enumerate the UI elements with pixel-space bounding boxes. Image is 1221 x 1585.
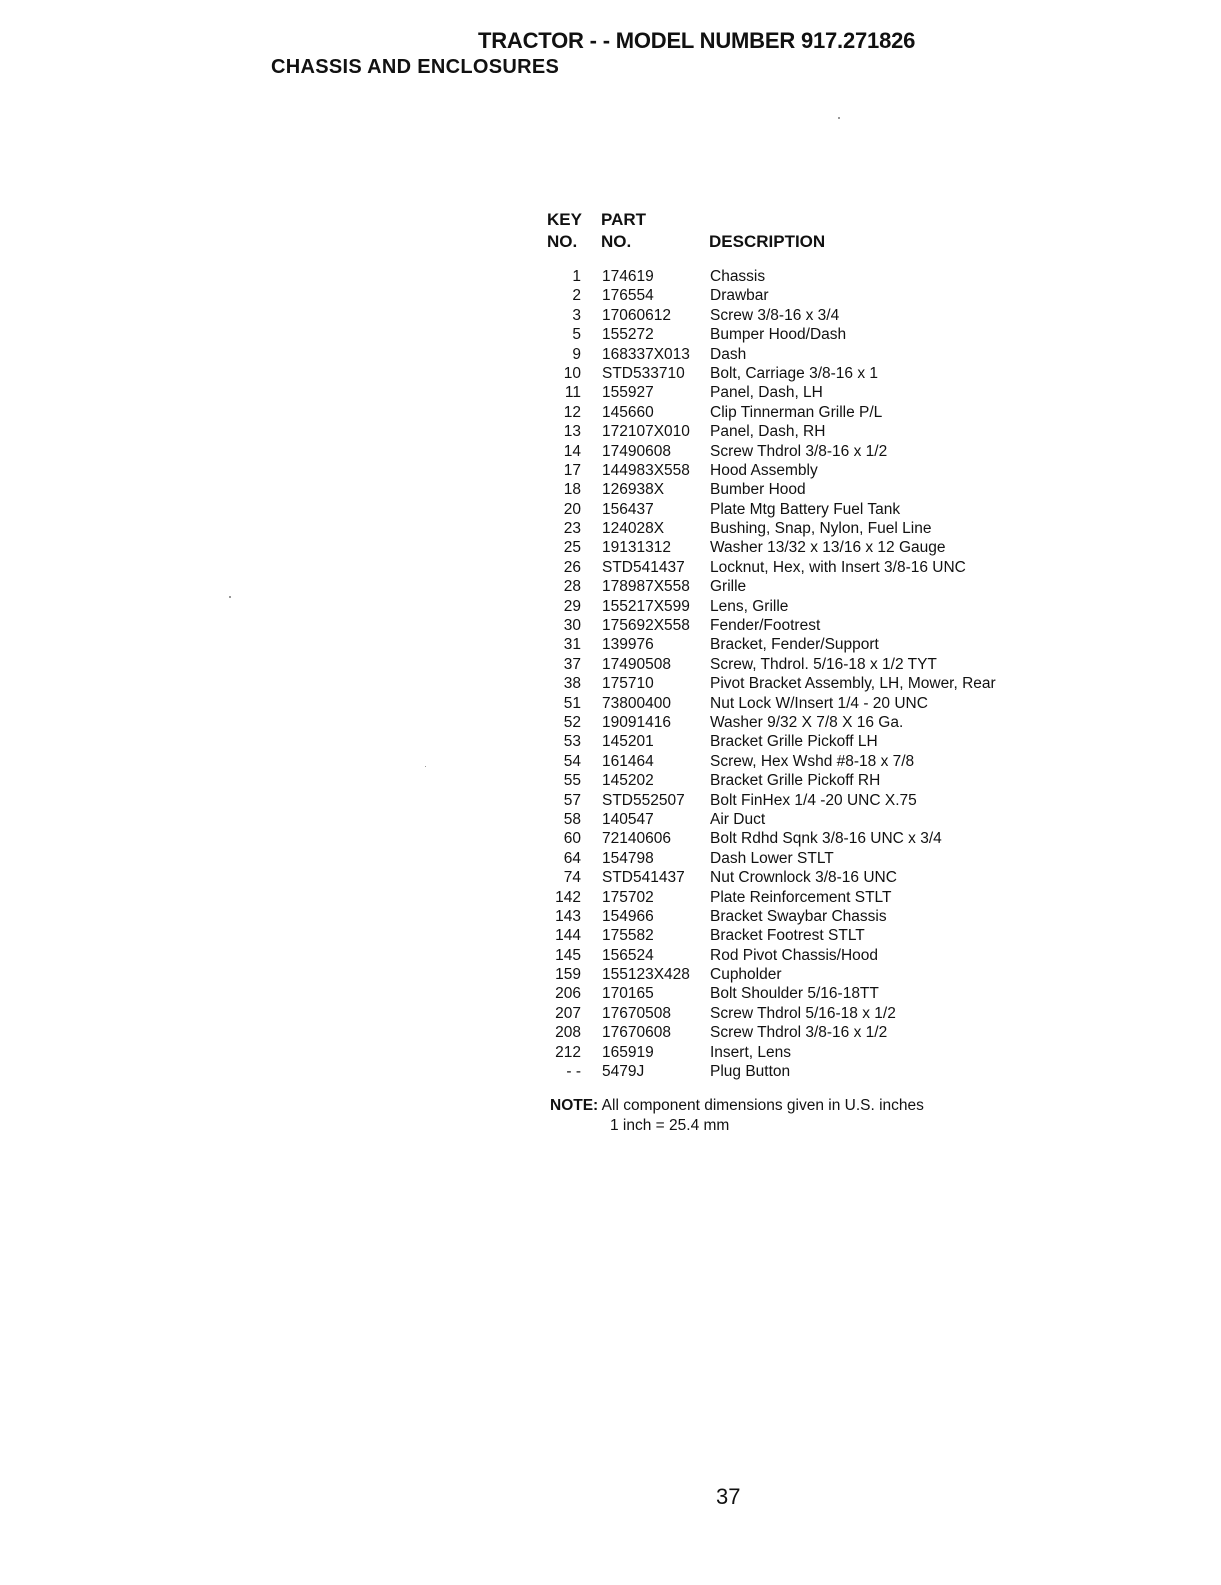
table-row (547, 830, 1067, 849)
table-row (547, 617, 1067, 636)
table-row (547, 423, 1067, 442)
parts-table (547, 208, 1067, 1082)
table-row (547, 598, 1067, 617)
key-number: 13 (563, 423, 581, 441)
part-number: 139976 (602, 636, 654, 654)
col-part-header-line1: PART (601, 210, 647, 229)
table-row (547, 869, 1067, 888)
key-number: 55 (563, 772, 581, 790)
key-number: 74 (563, 869, 581, 887)
part-description: Bracket Grille Pickoff RH (710, 772, 881, 790)
scan-speck (425, 766, 426, 767)
table-row (547, 714, 1067, 733)
part-description: Screw Thdrol 3/8-16 x 1/2 (710, 1024, 888, 1042)
table-row (547, 927, 1067, 946)
table-row (547, 1024, 1067, 1043)
part-description: Screw 3/8-16 x 3/4 (710, 306, 840, 324)
key-number: 206 (555, 985, 581, 1003)
table-row (547, 404, 1067, 423)
table-row (547, 850, 1067, 869)
part-number: 145660 (602, 403, 654, 421)
part-description: Rod Pivot Chassis/Hood (710, 946, 878, 964)
key-number: 58 (563, 810, 581, 828)
note-line2: 1 inch = 25.4 mm (610, 1117, 730, 1134)
part-number: 175582 (602, 927, 654, 945)
key-number: 10 (563, 364, 581, 382)
part-number: 176554 (602, 287, 654, 305)
part-number: 154798 (602, 849, 654, 867)
part-description: Plate Mtg Battery Fuel Tank (710, 500, 901, 518)
scan-speck (838, 117, 840, 119)
part-description: Washer 13/32 x 13/16 x 12 Gauge (710, 539, 946, 557)
key-number: - - (566, 1063, 581, 1081)
part-number: 72140606 (602, 830, 671, 848)
part-number: STD541437 (602, 869, 685, 887)
key-number: 64 (563, 849, 581, 867)
table-row (547, 326, 1067, 345)
part-description: Bolt Rdhd Sqnk 3/8-16 UNC x 3/4 (710, 830, 942, 848)
section-title: CHASSIS AND ENCLOSURES (271, 56, 560, 78)
part-number: 172107X010 (602, 423, 690, 441)
part-description: Air Duct (710, 810, 766, 828)
part-description: Bracket Grille Pickoff LH (710, 733, 878, 751)
part-number: 170165 (602, 985, 654, 1003)
part-number: 168337X013 (602, 345, 690, 363)
part-number: 5479J (602, 1063, 645, 1081)
part-description: Screw, Thdrol. 5/16-18 x 1/2 TYT (710, 655, 937, 673)
part-description: Bolt, Carriage 3/8-16 x 1 (710, 364, 879, 382)
table-row (547, 365, 1067, 384)
key-number: 3 (572, 306, 581, 324)
table-row (547, 733, 1067, 752)
part-description: Lens, Grille (710, 597, 789, 615)
table-row (547, 772, 1067, 791)
key-number: 144 (555, 927, 581, 945)
part-description: Bushing, Snap, Nylon, Fuel Line (710, 520, 932, 538)
part-number: 19091416 (602, 713, 671, 731)
part-number: 175692X558 (602, 617, 690, 635)
part-description: Panel, Dash, LH (710, 384, 823, 402)
page-number: 37 (716, 1484, 741, 1509)
part-description: Hood Assembly (710, 461, 818, 479)
key-number: 9 (572, 345, 581, 363)
key-number: 25 (563, 539, 581, 557)
col-key-header-line2: NO. (547, 232, 578, 251)
key-number: 37 (563, 655, 581, 673)
key-number: 159 (555, 966, 581, 984)
table-row (547, 1044, 1067, 1063)
part-number: STD541437 (602, 558, 685, 576)
table-row (547, 695, 1067, 714)
key-number: 51 (563, 694, 581, 712)
key-number: 212 (555, 1043, 581, 1061)
key-number: 2 (572, 287, 581, 305)
table-row (547, 346, 1067, 365)
table-row (547, 520, 1067, 539)
key-number: 60 (563, 830, 581, 848)
key-number: 143 (555, 907, 581, 925)
part-number: 165919 (602, 1043, 654, 1061)
part-description: Dash (710, 345, 747, 363)
part-description: Pivot Bracket Assembly, LH, Mower, Rear (710, 675, 996, 693)
part-description: Fender/Footrest (710, 617, 821, 635)
part-number: 161464 (602, 752, 654, 770)
part-number: 124028X (602, 520, 665, 538)
part-description: Bracket, Fender/Support (710, 636, 879, 654)
key-number: 57 (563, 791, 581, 809)
col-description-header: DESCRIPTION (709, 232, 826, 251)
table-row (547, 675, 1067, 694)
key-number: 28 (563, 578, 581, 596)
key-number: 5 (572, 326, 581, 344)
key-number: 52 (563, 713, 581, 731)
part-number: 145201 (602, 733, 654, 751)
part-number: 155123X428 (602, 966, 690, 984)
table-row (547, 811, 1067, 830)
key-number: 14 (563, 442, 581, 460)
table-row (547, 656, 1067, 675)
note-line1: All component dimensions given in U.S. inches (601, 1097, 924, 1114)
col-key-header-line1: KEY (547, 210, 582, 229)
part-number: STD533710 (602, 364, 685, 382)
key-number: 23 (563, 520, 581, 538)
part-number: 17060612 (602, 306, 671, 324)
key-number: 1 (572, 268, 581, 285)
table-row (547, 287, 1067, 306)
key-number: 29 (563, 597, 581, 615)
table-row (547, 268, 1067, 287)
part-description: Bracket Footrest STLT (710, 927, 865, 945)
part-number: 17670508 (602, 1004, 671, 1022)
part-number: 154966 (602, 907, 654, 925)
part-description: Washer 9/32 X 7/8 X 16 Ga. (710, 713, 904, 731)
part-number: 155927 (602, 384, 654, 402)
part-description: Cupholder (710, 966, 782, 984)
part-description: Bumper Hood/Dash (710, 326, 847, 344)
table-row (547, 539, 1067, 558)
part-description: Insert, Lens (710, 1043, 791, 1061)
part-number: 17490508 (602, 655, 671, 673)
part-number: 175710 (602, 675, 654, 693)
key-number: 208 (555, 1024, 581, 1042)
table-row (547, 985, 1067, 1004)
part-number: 17490608 (602, 442, 671, 460)
table-row (547, 1063, 1067, 1082)
table-row (547, 481, 1067, 500)
key-number: 31 (563, 636, 581, 654)
key-number: 145 (555, 946, 581, 964)
part-description: Nut Crownlock 3/8-16 UNC (710, 869, 897, 887)
note-label: NOTE: (550, 1097, 599, 1114)
table-row (547, 443, 1067, 462)
part-number: STD552507 (602, 791, 685, 809)
part-description: Dash Lower STLT (710, 849, 834, 867)
table-row (547, 966, 1067, 985)
part-description: Bolt FinHex 1/4 -20 UNC X.75 (710, 791, 917, 809)
key-number: 30 (563, 617, 581, 635)
key-number: 17 (563, 461, 581, 479)
table-row (547, 384, 1067, 403)
table-row (547, 1005, 1067, 1024)
part-description: Clip Tinnerman Grille P/L (710, 403, 883, 421)
scan-speck (229, 596, 231, 598)
part-description: Drawbar (710, 287, 769, 305)
table-row (547, 578, 1067, 597)
key-number: 20 (563, 500, 581, 518)
key-number: 207 (555, 1004, 581, 1022)
table-row (547, 947, 1067, 966)
table-row (547, 501, 1067, 520)
table-row (547, 908, 1067, 927)
col-part-header-line2: NO. (601, 232, 632, 251)
note (550, 1097, 924, 1115)
key-number: 54 (563, 752, 581, 770)
part-number: 156437 (602, 500, 654, 518)
part-description: Panel, Dash, RH (710, 423, 826, 441)
key-number: 38 (563, 675, 581, 693)
table-row (547, 636, 1067, 655)
key-number: 26 (563, 558, 581, 576)
parts-table-body (547, 268, 1067, 1082)
table-row (547, 462, 1067, 481)
part-description: Nut Lock W/Insert 1/4 - 20 UNC (710, 694, 928, 712)
part-description: Plate Reinforcement STLT (710, 888, 892, 906)
table-row (547, 753, 1067, 772)
part-description: Bolt Shoulder 5/16-18TT (710, 985, 879, 1003)
table-row (547, 792, 1067, 811)
part-number: 178987X558 (602, 578, 690, 596)
part-description: Locknut, Hex, with Insert 3/8-16 UNC (710, 558, 966, 576)
part-description: Screw Thdrol 5/16-18 x 1/2 (710, 1004, 896, 1022)
part-description: Screw, Hex Wshd #8-18 x 7/8 (710, 752, 915, 770)
part-number: 126938X (602, 481, 665, 499)
table-row (547, 889, 1067, 908)
parts-table-header (547, 208, 1067, 268)
part-description: Screw Thdrol 3/8-16 x 1/2 (710, 442, 888, 460)
part-number: 17670608 (602, 1024, 671, 1042)
page-title: TRACTOR - - MODEL NUMBER 917.271826 (478, 28, 916, 53)
part-number: 174619 (602, 268, 654, 285)
part-description: Grille (710, 578, 747, 596)
part-number: 140547 (602, 810, 654, 828)
part-number: 155272 (602, 326, 654, 344)
part-number: 156524 (602, 946, 654, 964)
key-number: 53 (563, 733, 581, 751)
key-number: 12 (563, 403, 581, 421)
key-number: 18 (563, 481, 581, 499)
key-number: 142 (555, 888, 581, 906)
part-number: 145202 (602, 772, 654, 790)
part-number: 73800400 (602, 694, 671, 712)
part-description: Chassis (710, 268, 766, 285)
part-number: 19131312 (602, 539, 671, 557)
part-number: 175702 (602, 888, 654, 906)
part-number: 144983X558 (602, 461, 690, 479)
table-row (547, 559, 1067, 578)
key-number: 11 (564, 384, 581, 402)
part-description: Bracket Swaybar Chassis (710, 907, 887, 925)
part-number: 155217X599 (602, 597, 690, 615)
table-row (547, 307, 1067, 326)
part-description: Bumber Hood (710, 481, 806, 499)
part-description: Plug Button (710, 1063, 791, 1081)
